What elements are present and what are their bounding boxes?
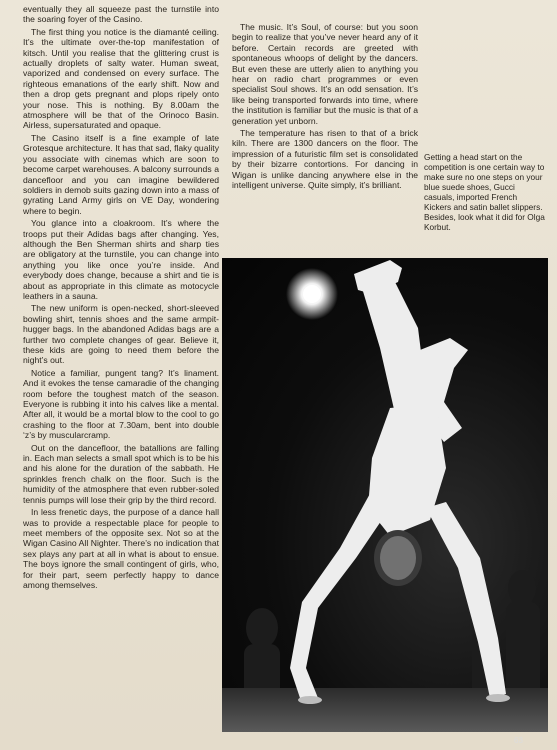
dancer-handstand-illustration — [222, 258, 548, 732]
dancer-photo — [222, 258, 548, 732]
dancer-figure — [290, 260, 506, 698]
paragraph: The new uniform is open-necked, short-sleeved bowling shirt, tennis shoes and the same armpit-hugger bags. In the abandoned Adidas bags are a further two complete changes of gear. Believe it, these kids are going to need them before the night’s out. — [23, 303, 219, 366]
paragraph: You glance into a cloakroom. It’s where the troops put their Adidas bags after changing. Yes, although the Ben Sherman shirts and sharp ties are obligatory at the turnstile, you can change into anything you like once you’re inside. And everybody does change, because a shirt and tie is about as appropriate in this climate as motocycle leathers in a sauna. — [23, 218, 219, 301]
paragraph: Notice a familiar, pungent tang? It’s linament. And it evokes the tense camaradie of the changing room before the toughest match of the season. Everyone is rubbing it into his calves like a mental. After all, it would be a mortal blow to the cool to go crashing to the floor at 7.30am, bent into double ‘z’s by muscularcramp. — [23, 367, 219, 441]
paragraph: The music. It’s Soul, of course: but you soon begin to realize that you’ve never heard any of it before. Certain records are greeted with spontaneous whoops of delight by the dancers. But even these are utterly alien to anything you hear on radio chart programmes or even specialist Soul shows. It’s an odd sensation. It’s like being transported forwards into time, where the institution is familiar but the music is that of a generation yet unborn. — [232, 22, 418, 126]
paragraph: Out on the dancefloor, the batallions are falling in. Each man selects a small spot which is to be his and his alone for the duration of the sabbath. He sprinkles french chalk on the floor. Such is the humidity of the atmosphere that even rubber-soled tennis pumps will lose their grip by the third record. — [23, 442, 219, 505]
paragraph: The temperature has risen to that of a brick kiln. There are 1300 dancers on the floor. The impression of a futuristic film set is consolidated by their bizarre contortions. For dancing in Wigan is unlike dancing anywhere else in the intelligent universe. Quite simply, it’s brilliant. — [232, 128, 418, 191]
paragraph: eventually they all squeeze past the turnstile into the soaring foyer of the Casino. — [23, 4, 219, 25]
photo-caption: Getting a head start on the competition is one certain way to make sure no one steps on your blue suede shoes, Gucci casuals, imported French Kickers and satin ballet slippers. Besides, look what it did for Olga Korbut. — [424, 152, 545, 232]
paragraph: The Casino itself is a fine example of late Grotesque architecture. It has that sad, flaky quality you associate with cinemas which are soon to become carpet warehouses. A balcony surrounds a dancefloor and you can imagine bewildered soldiers in demob suits gazing down into a mass of gyrating Land Army girls on VE Day, wondering where to begin. — [23, 132, 219, 216]
article-middle-column — [232, 22, 418, 193]
page-number: 63 — [514, 736, 523, 745]
article-left-column — [23, 4, 219, 592]
paragraph: In less frenetic days, the purpose of a dance hall was to provide a respectable place for people to meet members of the opposite sex. Not so at the Wigan Casino All Nighter. There’s no indication that sex plays any part at all in what is about to ensue. The boys ignore the small contingent of girls, who, for their part, seem perfectly happy to dance among themselves. — [23, 507, 219, 590]
paragraph: The first thing you notice is the diamanté ceiling. It’s the ultimate over-the-top manifestation of kitsch. Until you realise that the glittering crust is actually droplets of salty water. Human sweat, vaporized and condensed on every surface. The righteous emanations of the early shift. Now and then a drop gets pregnant and plops ripely onto your nose. This is nothing. By 8.00am the atmosphere will be that of the Orinoco Basin. Airless, supersaturated and opaque. — [23, 26, 219, 131]
